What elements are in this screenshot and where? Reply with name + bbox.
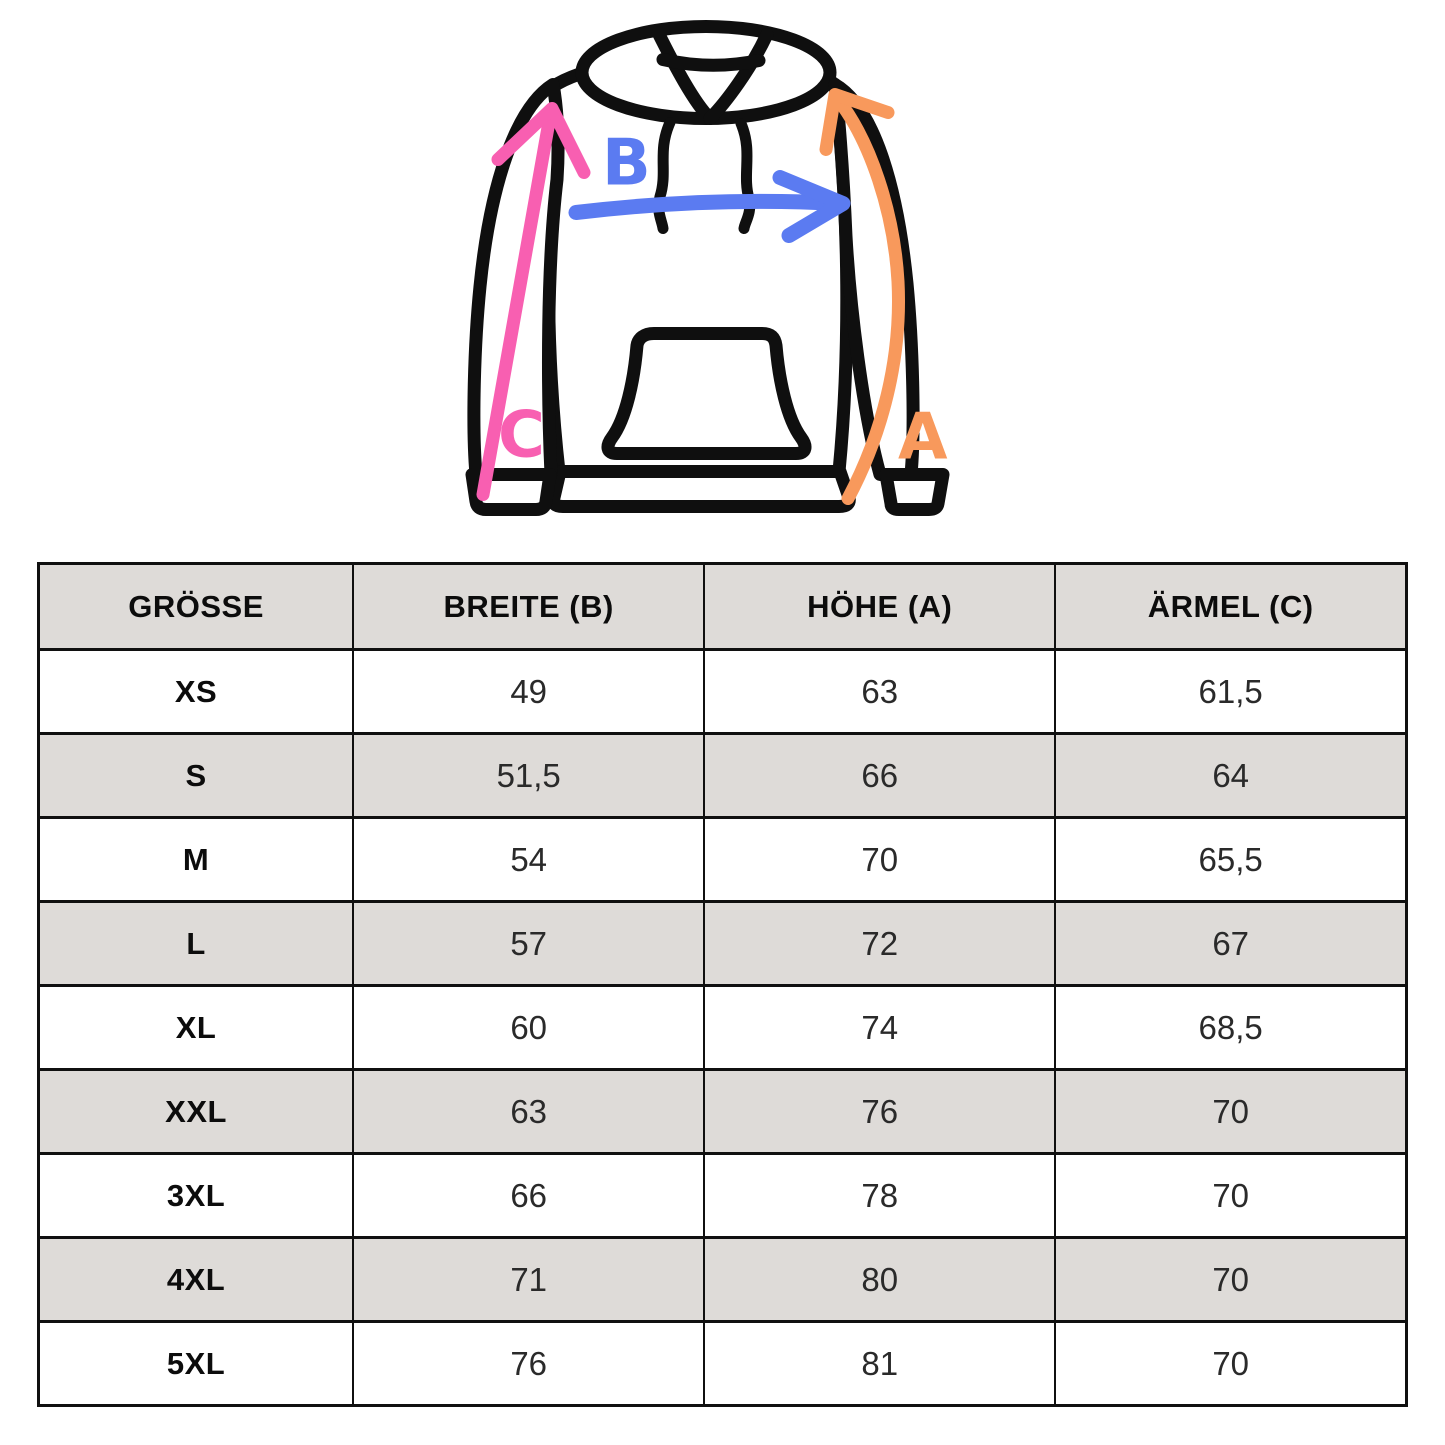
table-row — [39, 734, 1407, 818]
table-row — [39, 1238, 1407, 1322]
hoehe-value: 76 — [704, 1070, 1055, 1154]
label-b: B — [602, 126, 651, 201]
size-label: 4XL — [39, 1238, 354, 1322]
size-table-body — [39, 650, 1407, 1406]
table-row — [39, 1154, 1407, 1238]
aermel-value: 70 — [1055, 1238, 1406, 1322]
breite-value: 49 — [353, 650, 704, 734]
table-row — [39, 902, 1407, 986]
hoehe-value: 70 — [704, 818, 1055, 902]
table-row — [39, 986, 1407, 1070]
label-c: C — [498, 398, 545, 473]
breite-value: 51,5 — [353, 734, 704, 818]
hoodie-hem — [553, 472, 849, 507]
column-header-breite: BREITE (B) — [353, 564, 704, 650]
size-label: S — [39, 734, 354, 818]
table-header-row — [39, 564, 1407, 650]
size-label: L — [39, 902, 354, 986]
aermel-value: 70 — [1055, 1322, 1406, 1406]
breite-value: 76 — [353, 1322, 704, 1406]
breite-value: 54 — [353, 818, 704, 902]
hoodie-pocket — [608, 334, 805, 454]
hoehe-value: 80 — [704, 1238, 1055, 1322]
hoehe-value: 66 — [704, 734, 1055, 818]
size-table-section — [37, 562, 1408, 1407]
aermel-value: 65,5 — [1055, 818, 1406, 902]
aermel-value: 61,5 — [1055, 650, 1406, 734]
breite-value: 57 — [353, 902, 704, 986]
label-a: A — [898, 400, 948, 475]
column-header-aermel: ÄRMEL (C) — [1055, 564, 1406, 650]
aermel-value: 70 — [1055, 1070, 1406, 1154]
aermel-value: 68,5 — [1055, 986, 1406, 1070]
breite-value: 71 — [353, 1238, 704, 1322]
size-label: 3XL — [39, 1154, 354, 1238]
hoehe-value: 74 — [704, 986, 1055, 1070]
aermel-value: 70 — [1055, 1154, 1406, 1238]
hoehe-value: 81 — [704, 1322, 1055, 1406]
hoodie-cuff-right — [886, 475, 943, 510]
column-header-hoehe: HÖHE (A) — [704, 564, 1055, 650]
column-header-groesse: GRÖSSE — [39, 564, 354, 650]
table-row — [39, 1070, 1407, 1154]
size-label: M — [39, 818, 354, 902]
breite-value: 60 — [353, 986, 704, 1070]
table-row — [39, 650, 1407, 734]
breite-value: 66 — [353, 1154, 704, 1238]
aermel-value: 67 — [1055, 902, 1406, 986]
size-label: 5XL — [39, 1322, 354, 1406]
size-label: XS — [39, 650, 354, 734]
aermel-value: 64 — [1055, 734, 1406, 818]
hoehe-value: 63 — [704, 650, 1055, 734]
size-table — [37, 562, 1408, 1407]
breite-value: 63 — [353, 1070, 704, 1154]
hoehe-value: 78 — [704, 1154, 1055, 1238]
hood-collar-line — [663, 60, 759, 66]
table-row — [39, 1322, 1407, 1406]
table-row — [39, 818, 1407, 902]
size-label: XL — [39, 986, 354, 1070]
hoodie-icon — [430, 5, 990, 553]
hoehe-value: 72 — [704, 902, 1055, 986]
hoodie-measurement-diagram — [430, 5, 990, 553]
size-label: XXL — [39, 1070, 354, 1154]
